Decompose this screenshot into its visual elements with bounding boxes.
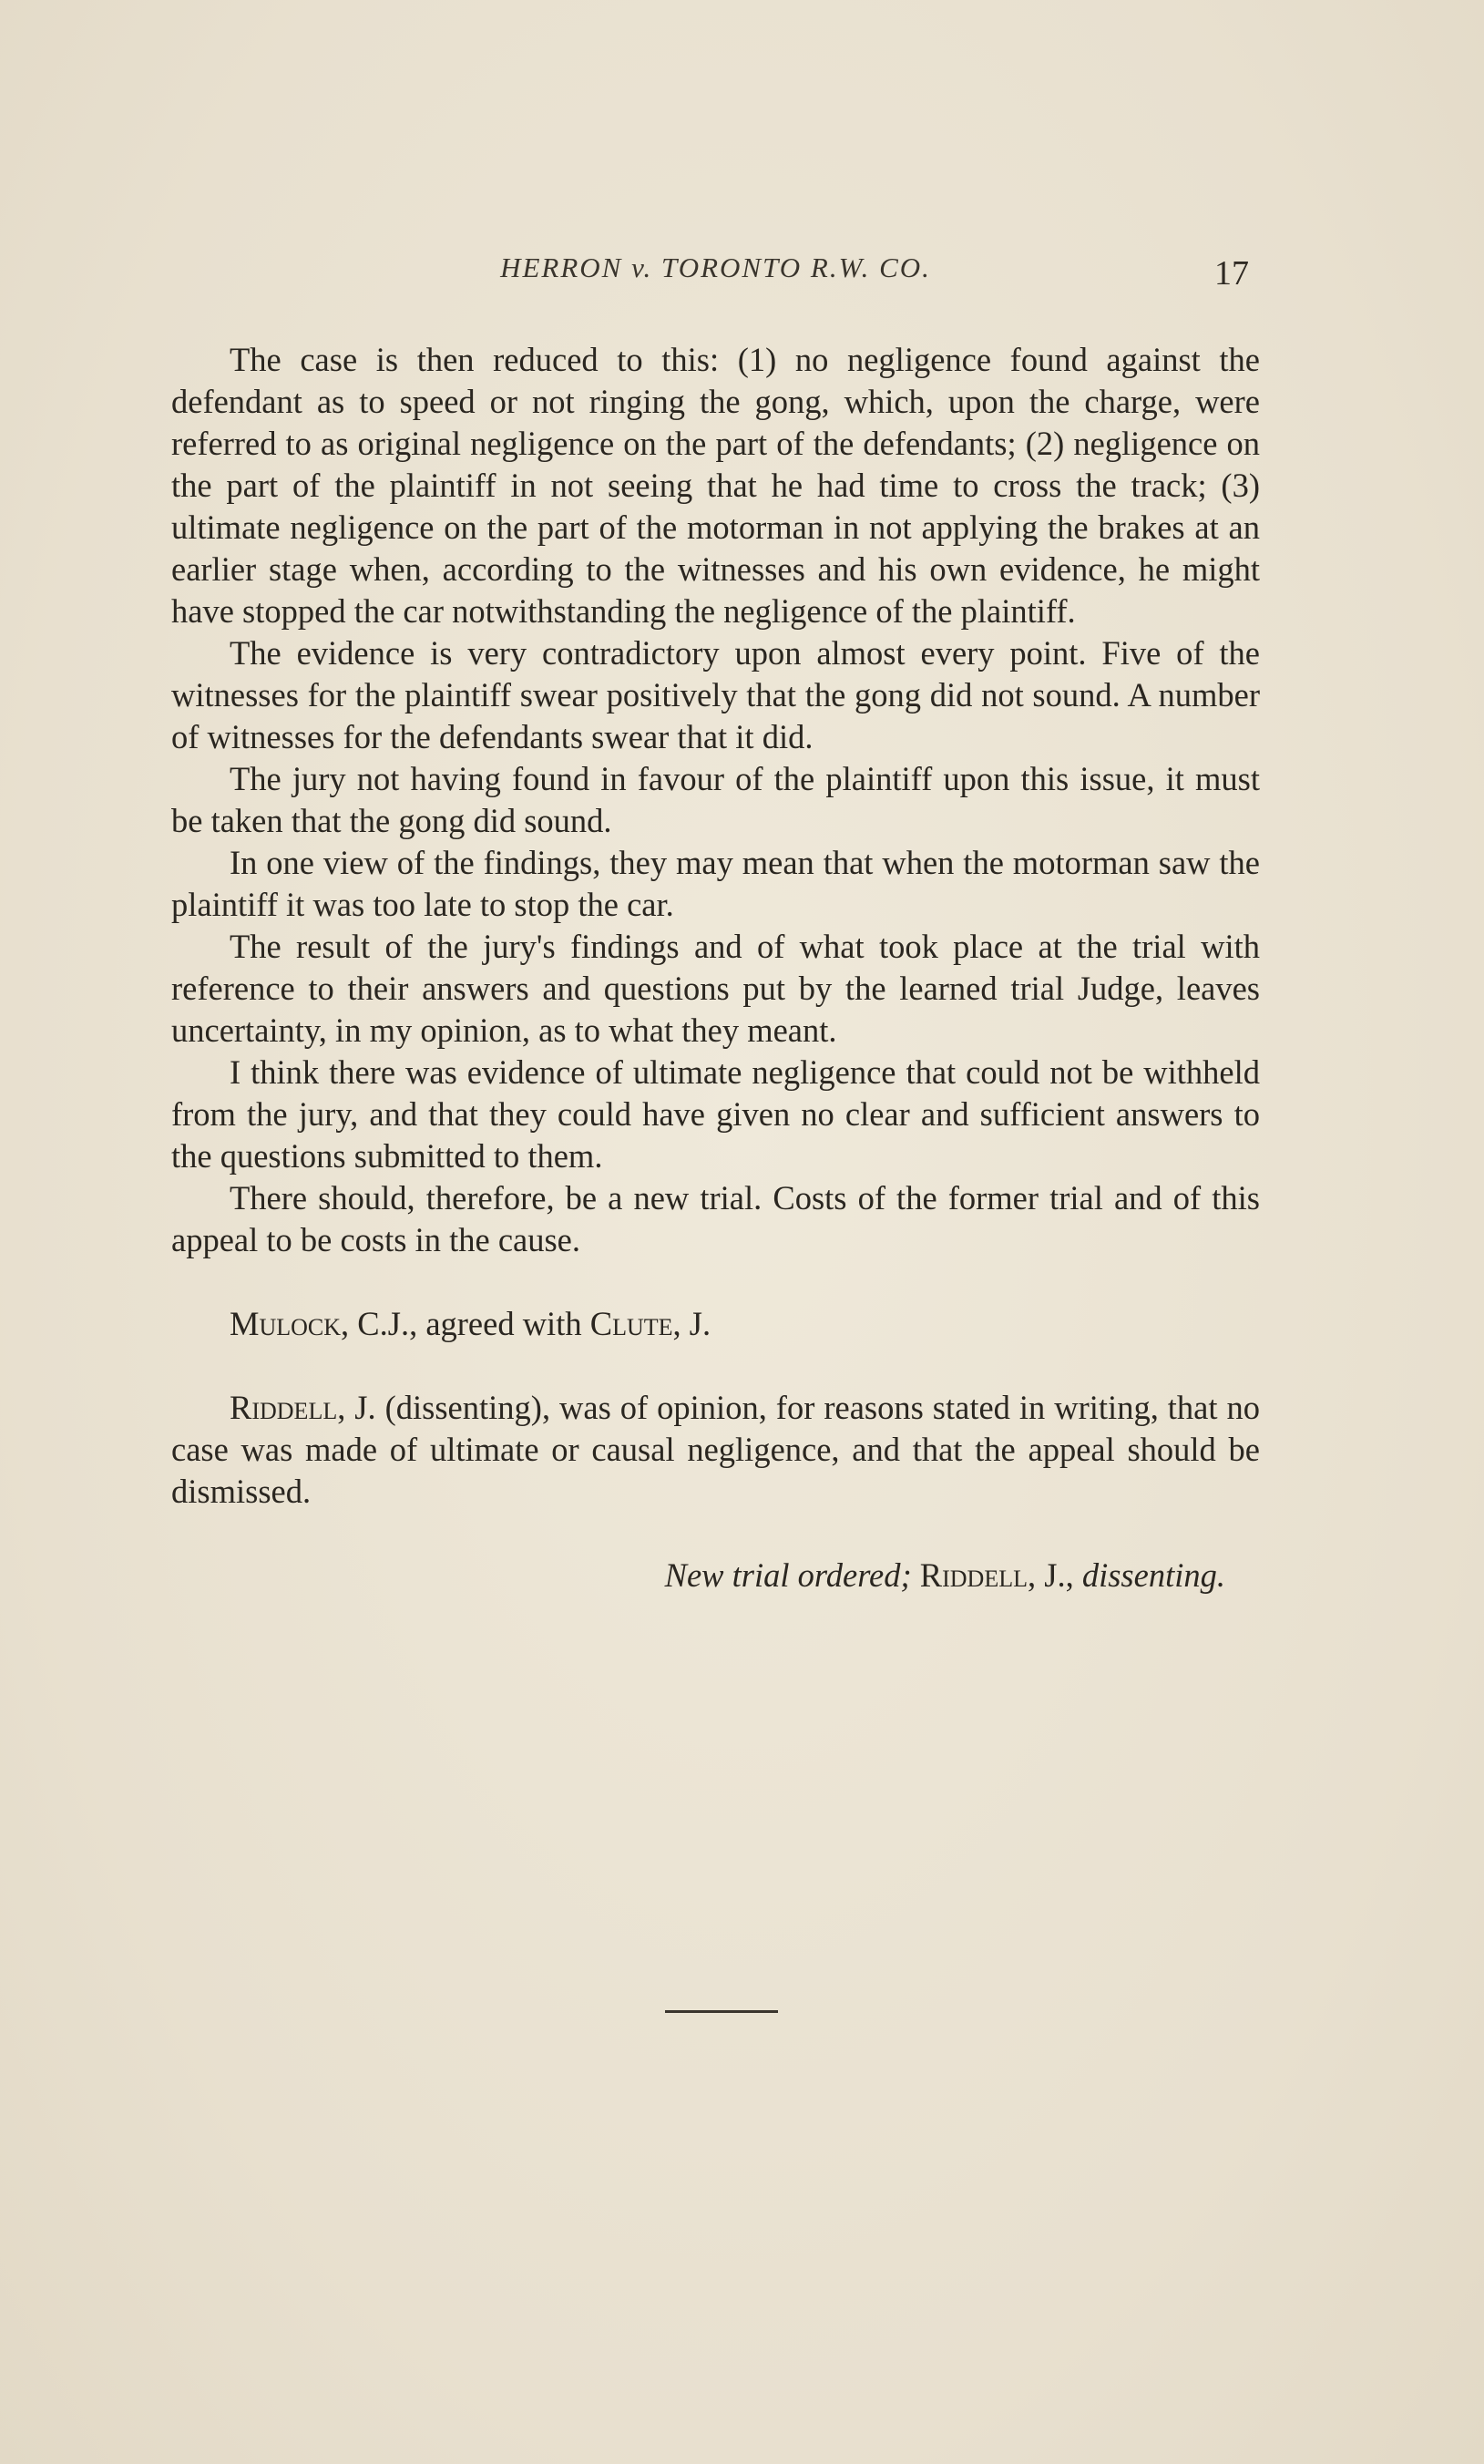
riddell-dissent <box>171 1387 1260 1513</box>
mulock-end: , J. <box>672 1305 711 1342</box>
spacer <box>171 1345 1260 1387</box>
disposition-dissenting: dissenting. <box>1081 1556 1225 1594</box>
judge-name-mulock: Mulock <box>230 1305 342 1342</box>
disposition <box>171 1555 1260 1596</box>
paragraph-7: There should, therefore, be a new trial. Costs of the former trial and of this appeal to be costs in the cause. <box>171 1179 1260 1258</box>
disposition-suffix: , J., <box>1027 1556 1082 1594</box>
judge-name-clute: Clute <box>589 1305 673 1342</box>
mulock-concurrence <box>171 1303 1260 1345</box>
spacer <box>171 1261 1260 1303</box>
running-title: HERRON v. TORONTO R.W. CO. <box>500 252 931 283</box>
paragraph-4: In one view of the findings, they may mean that when the motorman saw the plaintiff it was too late to stop the car. <box>171 844 1260 923</box>
disposition-judge-name: Riddell <box>919 1556 1028 1594</box>
page <box>171 246 1260 1596</box>
riddell-text: , J. (dissenting), was of opinion, for reasons stated in writing, that no case was made of ultimate or causal negligence, and that the appeal should be dismissed. <box>171 1389 1260 1510</box>
paragraph-6: I think there was evidence of ultimate negligence that could not be withheld from the jury, and that they could have given no clear and sufficient answers to the questions submitted to them. <box>171 1053 1260 1175</box>
running-head <box>171 246 1260 301</box>
end-rule <box>665 2010 778 2013</box>
mulock-text: , C.J., agreed with <box>341 1305 590 1342</box>
body-text <box>171 339 1260 1596</box>
page-number: 17 <box>1214 254 1249 293</box>
disposition-ordered: New trial ordered; <box>664 1556 912 1594</box>
paragraph-2: The evidence is very contradictory upon almost every point. Five of the witnesses for the plaintiff swear positively that the gong did not sound. A number of witnesses for the defendants swear that it did. <box>171 634 1260 755</box>
paragraph-5: The result of the jury's findings and of what took place at the trial with reference to their answers and questions put by the learned trial Judge, leaves uncertainty, in my opinion, as to what they meant. <box>171 928 1260 1049</box>
paragraph-1: The case is then reduced to this: (1) no negligence found against the defendant as to speed or not ringing the gong, which, upon the charge, were referred to as original negligence on the part of the defendants; (2) negligence on the part of the plaintiff in not seeing that he had time to cross the track; (3) ultimate negligence on the part of the motorman in not applying the brakes at an earlier stage when, according to the witnesses and his own evidence, he might have stopped the car notwithstanding the negligence of the plaintiff. <box>171 341 1260 630</box>
judge-name-riddell: Riddell <box>230 1389 338 1426</box>
paragraph-3: The jury not having found in favour of the plaintiff upon this issue, it must be taken that the gong did sound. <box>171 760 1260 839</box>
